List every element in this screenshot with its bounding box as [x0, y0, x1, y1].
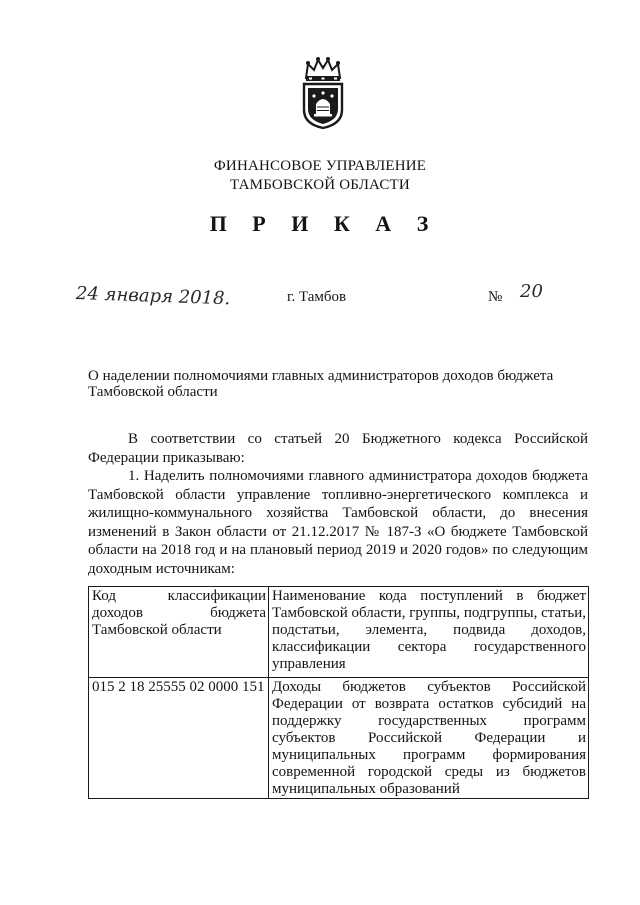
handwritten-number: 20 [520, 281, 543, 302]
handwritten-date: 24 января 2018. [75, 283, 231, 310]
table-header-row [89, 587, 589, 678]
body-paragraph-1: В соответствии со статьей 20 Бюджетного кодекса Российской Федерации приказываю: [88, 431, 588, 466]
organization-name-line-1: ФИНАНСОВОЕ УПРАВЛЕНИЕ [213, 158, 427, 174]
document-type-title: П Р И К А З [209, 211, 439, 236]
income-sources-table [88, 586, 589, 799]
city-label: г. Тамбов [287, 289, 347, 305]
body-paragraph-2: 1. Наделить полномочиями главного администратора доходов бюджета Тамбовской области управление топливно-энергетического комплекса и жилищно-коммунального хозяйства Тамбовской области, до внесения изменений в Закон области от 21.12.2017 № 187-З «О бюджете Тамбовской области на 2018 год и на плановый период 2019 и 2020 годов» по следующим доходным источникам: [88, 468, 588, 577]
organization-name-line-2: ТАМБОВСКОЙ ОБЛАСТИ [230, 177, 410, 193]
tambov-coat-of-arms-icon [294, 56, 352, 130]
table-row [89, 678, 589, 799]
header-name-cell: Наименование кода поступлений в бюджет Тамбовской области, группы, подгруппы, статьи, подстатьи, элемента, подвида доходов, классификации сектора государственного управления [269, 587, 589, 678]
income-code-cell: 015 2 18 25555 02 0000 151 [89, 678, 269, 799]
number-label: № [488, 289, 503, 305]
header-code-cell: Код классификации доходов бюджета Тамбовской области [89, 587, 269, 678]
order-subject: О наделении полномочиями главных администраторов доходов бюджета Тамбовской области [88, 368, 554, 400]
income-name-cell: Доходы бюджетов субъектов Российской Федерации от возврата остатков субсидий на поддержку государственных программ субъектов Российской Федерации и муниципальных программ формирования современной городской среды из бюджетов муниципальных образований [269, 678, 589, 799]
